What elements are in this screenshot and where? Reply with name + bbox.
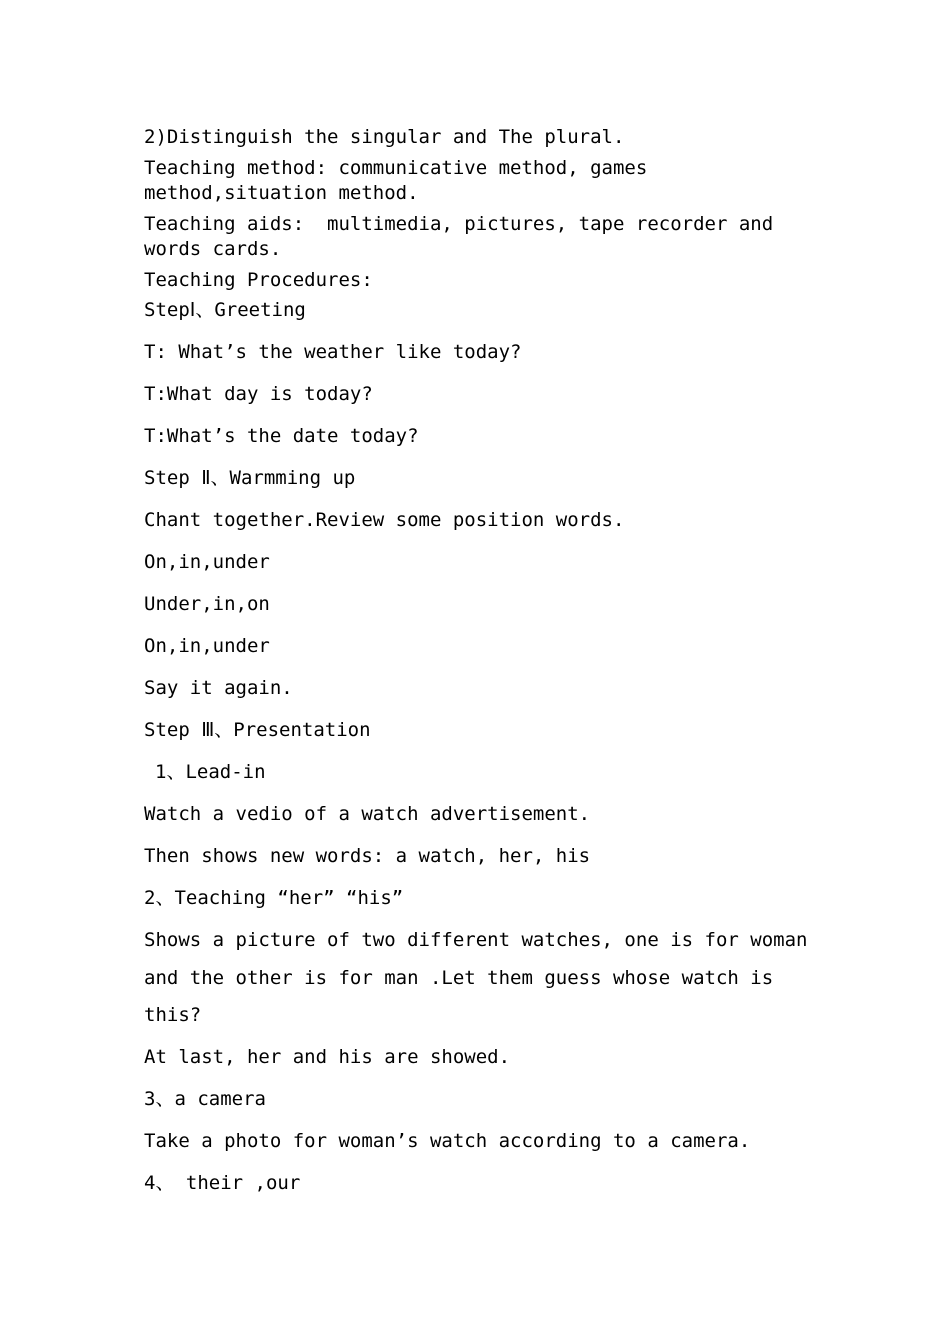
- teaching-aids-continued-line: words cards.: [144, 238, 282, 260]
- body-line: Watch a vedio of a watch advertisement.: [144, 803, 591, 825]
- step-3-heading: Step Ⅲ、Presentation: [144, 719, 371, 741]
- chant-line: Under,in,on: [144, 593, 270, 615]
- chant-instruction-line: Chant together.Review some position words.: [144, 509, 625, 531]
- teaching-method-continued-line: method,situation method.: [144, 182, 419, 204]
- their-our-subheading: 4、 their ,our: [144, 1172, 301, 1194]
- teaching-aids-line: Teaching aids: multimedia, pictures, tape recorder and: [144, 213, 774, 235]
- teaching-method-line: Teaching method: communicative method, games: [144, 157, 648, 179]
- step-1-heading: StepⅠ、Greeting: [144, 299, 306, 321]
- body-line: Take a photo for woman’s watch according to a camera.: [144, 1130, 751, 1152]
- body-line: this?: [144, 1004, 202, 1026]
- body-line: Then shows new words: a watch, her, his: [144, 845, 591, 867]
- instruction-line: Say it again.: [144, 677, 293, 699]
- teaching-her-his-subheading: 2、Teaching “her” “his”: [144, 887, 404, 909]
- dialogue-line: T: What’s the weather like today?: [144, 341, 522, 363]
- chant-line: On,in,under: [144, 551, 270, 573]
- chant-line: On,in,under: [144, 635, 270, 657]
- teaching-procedures-heading: Teaching Procedures:: [144, 269, 373, 291]
- objective-line: 2)Distinguish the singular and The plural.: [144, 126, 625, 148]
- dialogue-line: T:What day is today?: [144, 383, 373, 405]
- body-line: At last, her and his are showed.: [144, 1046, 511, 1068]
- body-line: and the other is for man .Let them guess whose watch is: [144, 967, 774, 989]
- lead-in-subheading: 1、Lead-in: [155, 761, 266, 783]
- step-2-heading: Step Ⅱ、Warmming up: [144, 467, 356, 489]
- dialogue-line: T:What’s the date today?: [144, 425, 419, 447]
- body-line: Shows a picture of two different watches, one is for woman: [144, 929, 808, 951]
- camera-subheading: 3、a camera: [144, 1088, 266, 1110]
